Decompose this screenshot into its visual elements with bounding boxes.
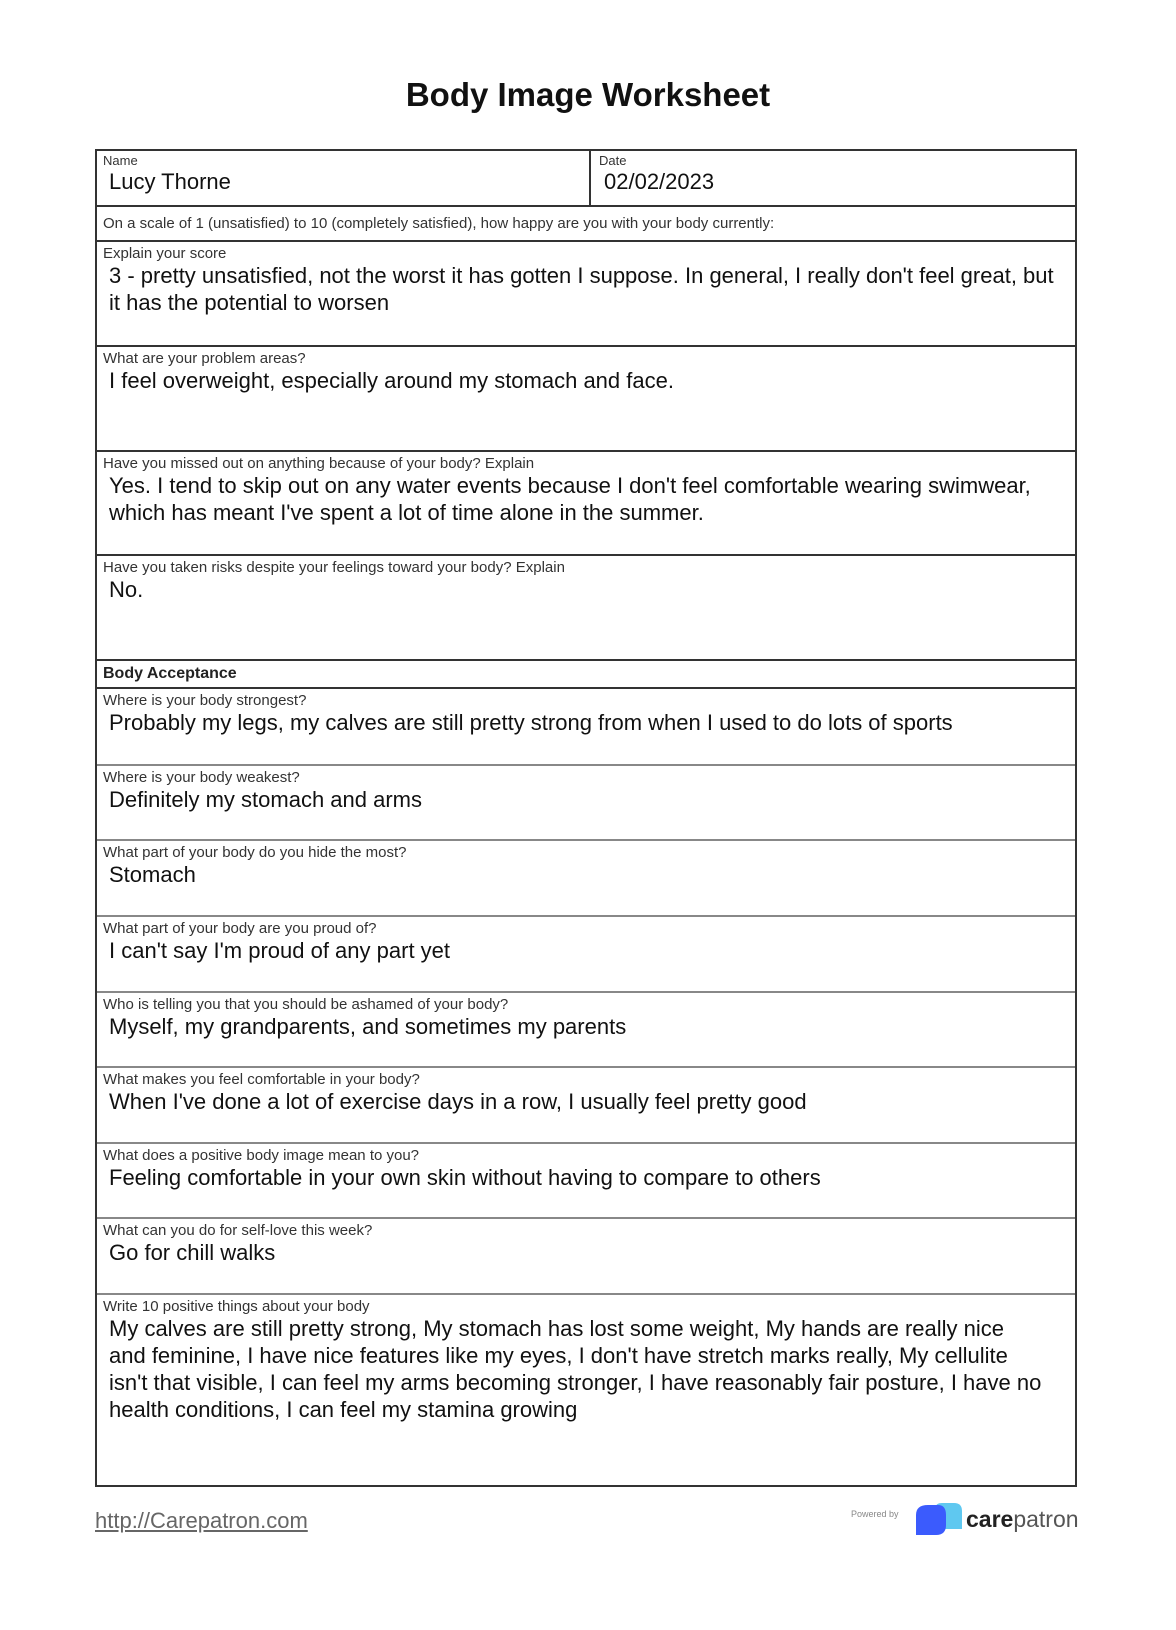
date-label: Date xyxy=(599,153,627,168)
header-row xyxy=(97,151,1075,207)
brand-light: patron xyxy=(1013,1506,1079,1532)
answer-field[interactable]: Myself, my grandparents, and sometimes my parents xyxy=(109,1014,627,1039)
acceptance-row xyxy=(97,1144,1075,1219)
acceptance-row xyxy=(97,1219,1075,1295)
answer-field[interactable]: I feel overweight, especially around my stomach and face. xyxy=(109,368,674,393)
question-label: What part of your body are you proud of? xyxy=(103,920,377,937)
carepatron-link[interactable]: http://Carepatron.com xyxy=(95,1508,308,1533)
carepatron-brand xyxy=(966,1506,1079,1533)
answer-field[interactable]: No. xyxy=(109,577,144,602)
carepatron-logo-icon xyxy=(916,1503,962,1535)
question-label: What can you do for self-love this week? xyxy=(103,1222,373,1239)
answer-field[interactable]: When I've done a lot of exercise days in a row, I usually feel pretty good xyxy=(109,1089,807,1114)
question-label: What part of your body do you hide the most? xyxy=(103,844,407,861)
question-label: Where is your body strongest? xyxy=(103,692,307,709)
section-header-row xyxy=(97,661,1075,689)
worksheet-form xyxy=(95,149,1077,1487)
column-divider xyxy=(589,151,591,205)
scale-prompt: On a scale of 1 (unsatisfied) to 10 (completely satisfied), how happy are you with your body currently: xyxy=(103,215,775,232)
answer-field[interactable]: Stomach xyxy=(109,862,196,887)
question-label: Explain your score xyxy=(103,245,227,262)
answer-field[interactable]: 3 - pretty unsatisfied, not the worst it has gotten I suppose. In general, I really don't feel great, but it has the potential to worsen xyxy=(109,263,1054,315)
question-row xyxy=(97,242,1075,347)
powered-by-label: Powered by xyxy=(851,1509,899,1519)
acceptance-row xyxy=(97,1295,1075,1485)
answer-field[interactable]: My calves are still pretty strong, My stomach has lost some weight, My hands are really nice and feminine, I have nice features like my eyes, I don't have stretch marks really, My cellulite isn't that visible, I can feel my arms becoming stronger, I have reasonably fair posture, I have no health conditions, I can feel my stamina growing xyxy=(109,1316,1042,1422)
question-label: Write 10 positive things about your body xyxy=(103,1298,370,1315)
question-row xyxy=(97,452,1075,556)
logo-shape-left xyxy=(916,1505,946,1535)
page-title: Body Image Worksheet xyxy=(405,76,771,113)
question-label: What are your problem areas? xyxy=(103,350,306,367)
answer-field[interactable]: I can't say I'm proud of any part yet xyxy=(109,938,451,963)
date-field[interactable]: 02/02/2023 xyxy=(604,169,715,194)
section-title: Body Acceptance xyxy=(103,665,237,682)
question-row xyxy=(97,347,1075,452)
question-label: Where is your body weakest? xyxy=(103,769,300,786)
scale-row xyxy=(97,207,1075,242)
acceptance-row xyxy=(97,917,1075,993)
question-label: Who is telling you that you should be ashamed of your body? xyxy=(103,996,509,1013)
acceptance-row xyxy=(97,841,1075,917)
name-field[interactable]: Lucy Thorne xyxy=(109,169,231,194)
question-row xyxy=(97,556,1075,661)
answer-field[interactable]: Feeling comfortable in your own skin without having to compare to others xyxy=(109,1165,821,1190)
acceptance-row xyxy=(97,993,1075,1068)
acceptance-row xyxy=(97,1068,1075,1144)
question-label: Have you missed out on anything because of your body? Explain xyxy=(103,455,535,472)
answer-field[interactable]: Probably my legs, my calves are still pretty strong from when I used to do lots of sports xyxy=(109,710,953,735)
question-label: What does a positive body image mean to you? xyxy=(103,1147,420,1164)
name-label: Name xyxy=(103,153,138,168)
acceptance-row xyxy=(97,766,1075,841)
brand-bold: care xyxy=(966,1506,1014,1532)
acceptance-row xyxy=(97,689,1075,766)
answer-field[interactable]: Definitely my stomach and arms xyxy=(109,787,422,812)
answer-field[interactable]: Go for chill walks xyxy=(109,1240,276,1265)
question-label: Have you taken risks despite your feelings toward your body? Explain xyxy=(103,559,565,576)
answer-field[interactable]: Yes. I tend to skip out on any water events because I don't feel comfortable wearing swimwear, which has meant I've spent a lot of time alone in the summer. xyxy=(109,473,1031,525)
question-label: What makes you feel comfortable in your body? xyxy=(103,1071,420,1088)
